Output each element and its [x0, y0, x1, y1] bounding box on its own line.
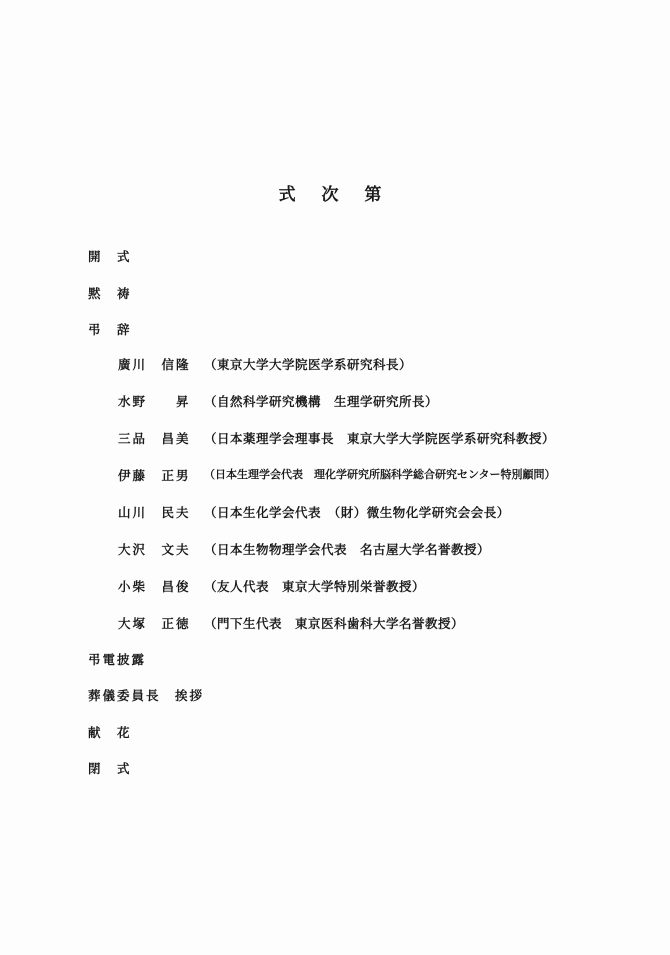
program-item-telegrams: 弔電披露 [88, 652, 147, 667]
speaker-affiliation: （日本生理学会代表 理化学研究所脳科学総合研究センター特別顧問） [204, 468, 556, 481]
speaker-name: 三品 昌美 [118, 431, 191, 446]
speaker-name: 水野 昇 [118, 394, 191, 409]
program-item-condolence: 弔 辞 [88, 322, 132, 337]
speaker-name: 山川 民夫 [118, 505, 191, 520]
speaker-name: 廣川 信隆 [118, 357, 191, 372]
speaker-name: 大塚 正徳 [118, 616, 191, 631]
program-item-closing: 閉 式 [88, 761, 132, 776]
speaker-affiliation: （自然科学研究機構 生理学研究所長） [204, 394, 439, 409]
program-item-silent-prayer: 黙 祷 [88, 286, 132, 301]
speaker-affiliation: （東京大学大学院医学系研究科長） [204, 357, 413, 372]
speaker-name: 伊藤 正男 [118, 468, 191, 483]
speaker-affiliation: （門下生代表 東京医科歯科大学名誉教授） [204, 616, 465, 631]
speaker-affiliation: （日本薬理学会理事長 東京大学大学院医学系研究科教授） [204, 431, 556, 446]
speaker-name: 大沢 文夫 [118, 542, 191, 557]
page-title: 式 次 第 [278, 185, 392, 205]
speaker-affiliation: （友人代表 東京大学特別栄誉教授） [204, 579, 426, 594]
program-item-chair-greeting: 葬儀委員長 挨拶 [88, 688, 205, 703]
speaker-name: 小柴 昌俊 [118, 579, 191, 594]
program-item-flowers: 献 花 [88, 725, 132, 740]
program-item-opening: 開 式 [88, 249, 132, 264]
speaker-affiliation: （日本生物物理学会代表 名古屋大学名誉教授） [204, 542, 491, 557]
speaker-affiliation: （日本生化学会代表 （財）微生物化学研究会会長） [204, 505, 510, 520]
